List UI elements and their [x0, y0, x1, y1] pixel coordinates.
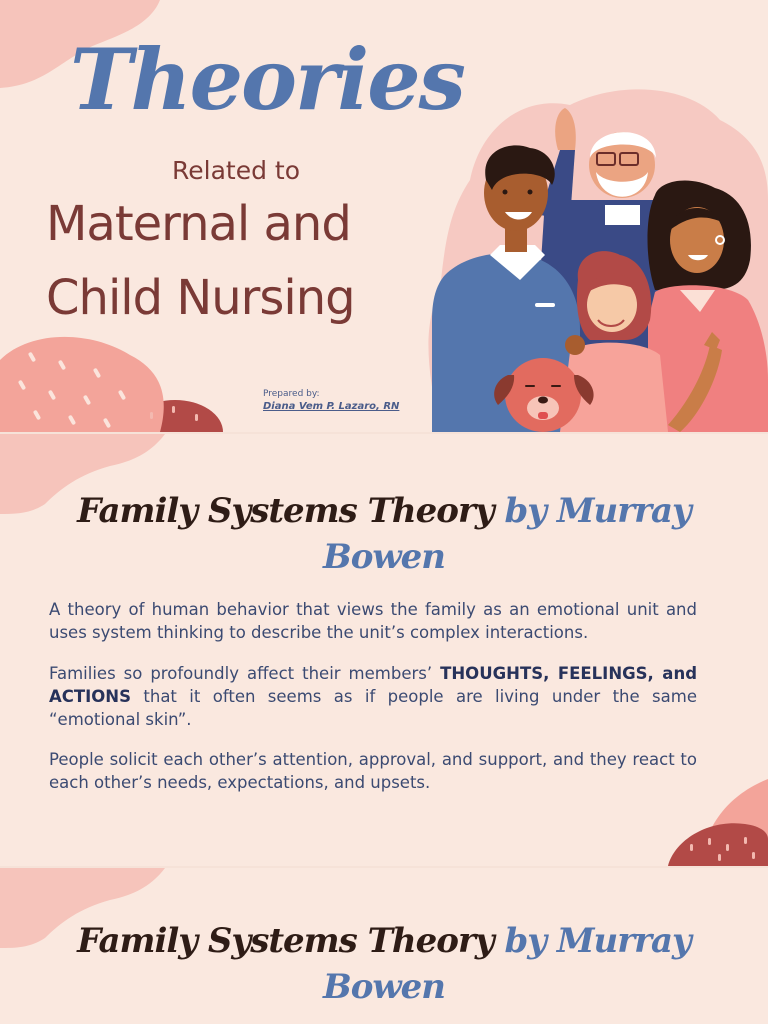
paragraph-1: A theory of human behavior that views the family as an emotional unit and uses system thinking to describe the unit’s complex interactions. [49, 600, 697, 642]
content-slide-partial [0, 868, 768, 1024]
section-heading [40, 488, 728, 580]
coral-blob [0, 337, 164, 432]
prepared-by-label: Prepared by: [263, 389, 320, 399]
p2-text-after: that it often seems as if people are living under the same “emotional skin”. [49, 687, 697, 729]
p2-bold-thoughts: THOUGHTS, FEELINGS, and [440, 664, 698, 683]
subtitle: Related to [172, 156, 300, 185]
title-line-2: Child Nursing [46, 270, 355, 326]
content-slide [0, 434, 768, 866]
heading-blue-text: by Murray Bowen [322, 491, 691, 577]
paragraph-3: People solicit each other’s attention, approval, and support, and they react to each other’s needs, expectations, and upsets. [49, 750, 697, 792]
heading-blue-text: by Murray Bowen [322, 921, 691, 1007]
p2-bold-actions: ACTIONS [49, 687, 131, 706]
heading-dark-text: Family Systems Theory [77, 921, 494, 961]
heading-dark-text: Family Systems Theory [77, 491, 494, 531]
title-line-1: Maternal and [46, 196, 351, 252]
prepared-by-name: Diana Vem P. Lazaro, RN [263, 401, 400, 412]
right-dark-blob [668, 823, 768, 866]
p2-text-before: Families so profoundly affect their members’ [49, 664, 441, 683]
section-heading [40, 918, 728, 1010]
main-title: Theories [70, 30, 464, 129]
paragraph-2 [49, 662, 697, 731]
title-slide [0, 0, 768, 432]
